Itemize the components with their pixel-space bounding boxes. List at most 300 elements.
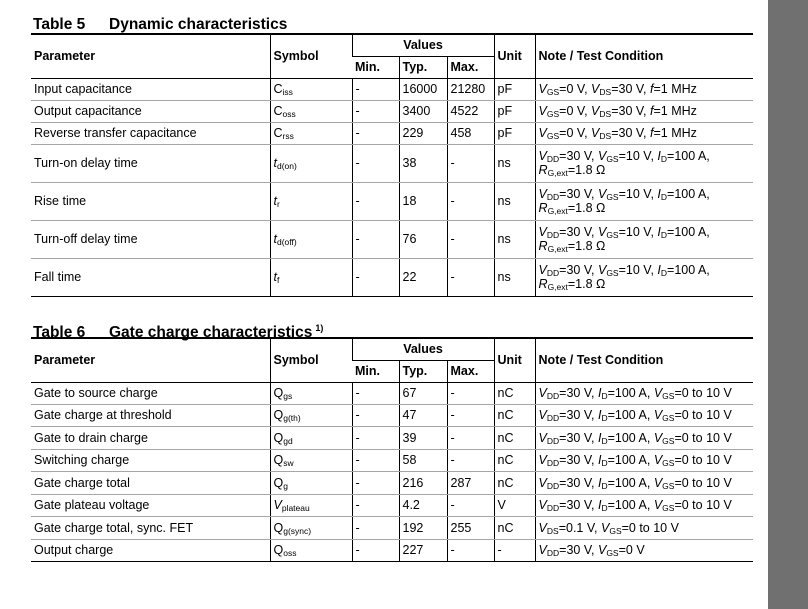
cell-parameter: Gate charge at threshold	[31, 404, 270, 426]
cell-min: -	[352, 494, 399, 516]
col-header-parameter: Parameter	[31, 338, 270, 382]
note-value: =30 V,	[559, 453, 598, 467]
symbol-letter: V	[653, 430, 663, 445]
note-value: =0 V,	[559, 104, 592, 118]
symbol-subscript: G,ext	[547, 206, 568, 216]
symbol-letter: V	[538, 82, 547, 96]
symbol-subscript: DD	[546, 480, 560, 491]
symbol-subscript: gs	[283, 391, 293, 401]
symbol-subscript: d(off)	[276, 237, 297, 247]
table6-number: Table 6	[33, 324, 86, 341]
table-row	[31, 182, 753, 220]
cell-unit: pF	[494, 100, 535, 122]
symbol-subscript: g(sync)	[283, 525, 312, 536]
cell-max: -	[447, 539, 494, 561]
note-value: =100 A,	[667, 149, 710, 163]
cell-parameter: Gate charge total, sync. FET	[31, 516, 270, 539]
cell-max: 255	[447, 516, 494, 539]
symbol-subscript: DS	[599, 109, 612, 119]
symbol-subscript: D	[601, 458, 608, 468]
symbol-letter: I	[597, 386, 602, 400]
symbol-letter: I	[657, 225, 661, 239]
symbol-subscript: D	[601, 503, 608, 513]
col-header-max: Max.	[447, 360, 494, 382]
symbol-letter: V	[597, 225, 607, 239]
table5-dynamic-characteristics	[31, 33, 753, 297]
symbol-subscript: G,ext	[547, 244, 568, 254]
cell-unit: nC	[494, 471, 535, 494]
cell-note	[535, 100, 753, 122]
symbol-letter: Q	[273, 475, 284, 490]
col-header-values: Values	[352, 34, 494, 56]
cell-note	[535, 471, 753, 494]
note-value: =10 V,	[618, 225, 658, 239]
symbol-subscript: DD	[546, 458, 560, 468]
note-value: =100 A,	[607, 498, 654, 512]
cell-unit: nC	[494, 449, 535, 471]
cell-symbol	[270, 258, 352, 296]
symbol-letter: Q	[273, 430, 284, 445]
symbol-subscript: sw	[283, 458, 294, 468]
cell-min: -	[352, 122, 399, 144]
note-value: =30 V,	[559, 149, 598, 163]
cell-unit: pF	[494, 122, 535, 144]
cell-typ: 16000	[399, 78, 447, 100]
cell-typ: 192	[399, 516, 447, 539]
symbol-letter: V	[538, 386, 547, 400]
symbol-letter: V	[538, 430, 547, 445]
table-row	[31, 144, 753, 182]
note-value: =1 MHz	[653, 126, 697, 140]
symbol-subscript: DS	[599, 87, 612, 97]
table-row	[31, 539, 753, 561]
cell-symbol	[270, 471, 352, 494]
symbol-subscript: GS	[606, 192, 619, 202]
symbol-letter: V	[273, 498, 282, 512]
symbol-letter: V	[538, 520, 547, 535]
cell-typ: 58	[399, 449, 447, 471]
symbol-letter: t	[273, 270, 277, 284]
symbol-subscript: r	[276, 199, 280, 209]
cell-note	[535, 220, 753, 258]
symbol-letter: V	[538, 104, 547, 118]
cell-note	[535, 404, 753, 426]
symbol-letter: t	[273, 194, 277, 208]
col-header-typ: Typ.	[399, 360, 447, 382]
symbol-subscript: G,ext	[547, 168, 568, 178]
table-row	[31, 258, 753, 296]
cell-typ: 216	[399, 471, 447, 494]
symbol-letter: V	[538, 187, 547, 201]
symbol-letter: f	[650, 104, 654, 118]
symbol-letter: V	[538, 225, 547, 239]
cell-typ: 76	[399, 220, 447, 258]
note-value: =0 to 10 V	[674, 498, 732, 512]
symbol-subscript: DS	[546, 525, 559, 536]
symbol-letter: Q	[273, 520, 284, 535]
note-value: =30 V,	[559, 386, 598, 400]
table-row	[31, 426, 753, 449]
symbol-subscript: GS	[546, 131, 560, 141]
symbol-subscript: D	[660, 230, 668, 240]
note-value: =30 V,	[611, 104, 650, 118]
table5-number: Table 5	[33, 16, 86, 33]
cell-note	[535, 426, 753, 449]
cell-min: -	[352, 471, 399, 494]
cell-parameter: Output charge	[31, 539, 270, 561]
col-header-min: Min.	[352, 360, 399, 382]
cell-parameter: Fall time	[31, 258, 270, 296]
symbol-letter: V	[653, 408, 663, 422]
cell-typ: 38	[399, 144, 447, 182]
table-row	[31, 449, 753, 471]
cell-max: -	[447, 494, 494, 516]
note-value: =30 V,	[559, 408, 598, 422]
cell-unit: ns	[494, 258, 535, 296]
cell-min: -	[352, 449, 399, 471]
cell-min: -	[352, 144, 399, 182]
cell-typ: 3400	[399, 100, 447, 122]
col-header-unit: Unit	[494, 338, 535, 382]
cell-note	[535, 78, 753, 100]
col-header-unit: Unit	[494, 34, 535, 78]
cell-symbol	[270, 220, 352, 258]
symbol-letter: Q	[273, 408, 284, 422]
cell-symbol	[270, 426, 352, 449]
col-header-symbol: Symbol	[270, 338, 352, 382]
cell-symbol	[270, 122, 352, 144]
col-header-max: Max.	[447, 56, 494, 78]
symbol-letter: V	[653, 453, 663, 467]
symbol-subscript: GS	[609, 525, 622, 536]
symbol-letter: V	[591, 82, 600, 96]
note-value: =1.8 Ω	[567, 163, 606, 177]
symbol-subscript: GS	[606, 154, 619, 164]
symbol-subscript: d(on)	[276, 161, 297, 171]
table-row	[31, 494, 753, 516]
symbol-letter: R	[538, 239, 548, 253]
symbol-letter: V	[538, 149, 547, 163]
col-header-note: Note / Test Condition	[535, 338, 753, 382]
symbol-letter: V	[591, 126, 600, 140]
symbol-subscript: DD	[546, 435, 560, 446]
cell-max: 458	[447, 122, 494, 144]
symbol-subscript: DD	[546, 391, 560, 401]
cell-typ: 4.2	[399, 494, 447, 516]
cell-unit: ns	[494, 220, 535, 258]
symbol-letter: I	[657, 149, 661, 163]
note-value: =100 A,	[607, 475, 654, 490]
cell-max: -	[447, 404, 494, 426]
note-value: =1.8 Ω	[567, 239, 606, 253]
cell-parameter: Rise time	[31, 182, 270, 220]
table-row	[31, 382, 753, 404]
cell-note	[535, 539, 753, 561]
cell-min: -	[352, 258, 399, 296]
symbol-subscript: DD	[546, 503, 560, 513]
note-value: =0 to 10 V	[674, 475, 732, 490]
cell-typ: 22	[399, 258, 447, 296]
cell-max: 21280	[447, 78, 494, 100]
symbol-subscript: D	[601, 480, 608, 491]
cell-note	[535, 182, 753, 220]
cell-unit: V	[494, 494, 535, 516]
col-header-symbol: Symbol	[270, 34, 352, 78]
symbol-subscript: GS	[606, 230, 619, 240]
cell-note	[535, 258, 753, 296]
symbol-subscript: DD	[546, 268, 560, 278]
symbol-letter: V	[538, 498, 547, 512]
cell-note	[535, 382, 753, 404]
table-row	[31, 122, 753, 144]
cell-note	[535, 494, 753, 516]
note-value: =10 V,	[618, 187, 658, 201]
symbol-subscript: D	[660, 192, 668, 202]
cell-symbol	[270, 78, 352, 100]
symbol-subscript: g	[283, 480, 288, 491]
note-value: =100 A,	[667, 225, 710, 239]
cell-note	[535, 122, 753, 144]
symbol-subscript: oss	[283, 548, 297, 558]
note-value: =0 V	[618, 543, 645, 557]
symbol-letter: I	[597, 453, 602, 467]
symbol-subscript: GS	[546, 109, 560, 119]
cell-symbol	[270, 182, 352, 220]
cell-max: -	[447, 426, 494, 449]
symbol-letter: V	[597, 263, 607, 277]
cell-symbol	[270, 449, 352, 471]
cell-parameter: Turn-on delay time	[31, 144, 270, 182]
symbol-letter: I	[597, 408, 602, 422]
note-value: =100 A,	[607, 408, 654, 422]
note-value: =0 V,	[559, 126, 592, 140]
cell-symbol	[270, 382, 352, 404]
cell-max: 287	[447, 471, 494, 494]
note-value: =0 V,	[559, 82, 592, 96]
symbol-subscript: DD	[546, 230, 560, 240]
cell-note	[535, 144, 753, 182]
symbol-letter: V	[538, 408, 547, 422]
symbol-letter: V	[600, 520, 610, 535]
note-value: =1.8 Ω	[567, 277, 606, 291]
symbol-subscript: DD	[546, 413, 560, 423]
symbol-letter: R	[538, 277, 548, 291]
symbol-subscript: D	[601, 413, 608, 423]
symbol-letter: I	[597, 475, 602, 490]
cell-min: -	[352, 182, 399, 220]
note-value: =100 A,	[667, 187, 710, 201]
table5-title	[33, 16, 287, 34]
col-header-note: Note / Test Condition	[535, 34, 753, 78]
cell-max: -	[447, 258, 494, 296]
symbol-subscript: D	[660, 268, 668, 278]
symbol-subscript: f	[276, 275, 280, 285]
cell-unit: nC	[494, 516, 535, 539]
symbol-subscript: rss	[282, 131, 294, 141]
cell-unit: -	[494, 539, 535, 561]
note-value: =0.1 V,	[558, 520, 601, 535]
note-value: =0 to 10 V	[674, 453, 732, 467]
note-value: =30 V,	[559, 475, 598, 490]
symbol-letter: V	[653, 498, 663, 512]
cell-parameter: Output capacitance	[31, 100, 270, 122]
cell-symbol	[270, 404, 352, 426]
cell-symbol	[270, 100, 352, 122]
symbol-subscript: iss	[282, 87, 293, 97]
cell-note	[535, 516, 753, 539]
note-value: =100 A,	[607, 386, 654, 400]
note-value: =100 A,	[667, 263, 710, 277]
symbol-subscript: GS	[662, 503, 675, 513]
symbol-subscript: DD	[546, 192, 560, 202]
symbol-subscript: G,ext	[547, 282, 568, 292]
symbol-subscript: gd	[283, 435, 293, 446]
cell-max: -	[447, 182, 494, 220]
symbol-letter: C	[273, 104, 283, 118]
cell-parameter: Gate charge total	[31, 471, 270, 494]
note-value: =30 V,	[611, 82, 650, 96]
cell-min: -	[352, 516, 399, 539]
symbol-letter: V	[597, 187, 607, 201]
cell-note	[535, 449, 753, 471]
cell-typ: 39	[399, 426, 447, 449]
col-header-values: Values	[352, 338, 494, 360]
symbol-subscript: D	[601, 391, 608, 401]
symbol-letter: Q	[273, 453, 284, 467]
cell-symbol	[270, 494, 352, 516]
symbol-subscript: g(th)	[283, 413, 301, 423]
cell-max: -	[447, 144, 494, 182]
symbol-letter: V	[591, 104, 600, 118]
symbol-letter: V	[597, 543, 607, 557]
symbol-subscript: GS	[662, 480, 675, 491]
symbol-letter: C	[273, 126, 283, 140]
symbol-subscript: oss	[282, 109, 296, 119]
cell-min: -	[352, 382, 399, 404]
cell-typ: 229	[399, 122, 447, 144]
symbol-subscript: GS	[662, 435, 675, 446]
cell-min: -	[352, 426, 399, 449]
note-value: =1.8 Ω	[567, 201, 606, 215]
cell-parameter: Reverse transfer capacitance	[31, 122, 270, 144]
note-value: =100 A,	[607, 430, 654, 445]
table6-gate-charge-characteristics	[31, 337, 753, 562]
table-row	[31, 220, 753, 258]
cell-typ: 67	[399, 382, 447, 404]
cell-max: 4522	[447, 100, 494, 122]
col-header-parameter: Parameter	[31, 34, 270, 78]
cell-typ: 227	[399, 539, 447, 561]
cell-min: -	[352, 78, 399, 100]
cell-parameter: Gate to source charge	[31, 382, 270, 404]
symbol-subscript: GS	[662, 458, 675, 468]
symbol-letter: R	[538, 163, 548, 177]
symbol-letter: V	[538, 543, 547, 557]
cell-max: -	[447, 220, 494, 258]
cell-symbol	[270, 516, 352, 539]
table5-title-text: Dynamic characteristics	[109, 16, 288, 33]
cell-parameter: Turn-off delay time	[31, 220, 270, 258]
symbol-letter: V	[538, 453, 547, 467]
cell-symbol	[270, 539, 352, 561]
cell-unit: nC	[494, 382, 535, 404]
symbol-letter: Q	[273, 543, 284, 557]
table-row	[31, 404, 753, 426]
cell-typ: 47	[399, 404, 447, 426]
note-value: =30 V,	[559, 225, 598, 239]
note-value: =10 V,	[618, 263, 658, 277]
cell-parameter: Switching charge	[31, 449, 270, 471]
symbol-letter: Q	[273, 386, 284, 400]
symbol-subscript: GS	[662, 413, 675, 423]
symbol-letter: I	[657, 263, 661, 277]
page-side-bar	[768, 0, 808, 609]
symbol-letter: V	[653, 386, 663, 400]
table6-title-text: Gate charge characteristics	[109, 324, 313, 341]
symbol-subscript: D	[660, 154, 668, 164]
cell-max: -	[447, 382, 494, 404]
cell-unit: nC	[494, 426, 535, 449]
note-value: =30 V,	[559, 543, 598, 557]
cell-unit: ns	[494, 182, 535, 220]
table-row	[31, 471, 753, 494]
cell-max: -	[447, 449, 494, 471]
symbol-letter: R	[538, 201, 548, 215]
footnote-mark: 1)	[315, 323, 324, 333]
symbol-letter: I	[597, 430, 602, 445]
table-row	[31, 100, 753, 122]
cell-symbol	[270, 144, 352, 182]
symbol-letter: V	[538, 475, 547, 490]
symbol-letter: t	[273, 232, 277, 246]
symbol-letter: I	[657, 187, 661, 201]
symbol-subscript: GS	[546, 87, 560, 97]
cell-unit: ns	[494, 144, 535, 182]
col-header-min: Min.	[352, 56, 399, 78]
note-value: =100 A,	[607, 453, 654, 467]
cell-parameter: Gate to drain charge	[31, 426, 270, 449]
symbol-letter: V	[653, 475, 663, 490]
symbol-letter: V	[597, 149, 607, 163]
cell-min: -	[352, 220, 399, 258]
symbol-letter: V	[538, 263, 547, 277]
note-value: =30 V,	[559, 263, 598, 277]
note-value: =0 to 10 V	[674, 408, 732, 422]
symbol-subscript: D	[601, 435, 608, 446]
symbol-letter: f	[650, 126, 654, 140]
symbol-letter: I	[597, 498, 602, 512]
symbol-letter: f	[650, 82, 654, 96]
note-value: =0 to 10 V	[674, 430, 732, 445]
note-value: =30 V,	[559, 430, 598, 445]
cell-parameter: Gate plateau voltage	[31, 494, 270, 516]
table-row	[31, 516, 753, 539]
cell-min: -	[352, 539, 399, 561]
note-value: =30 V,	[559, 187, 598, 201]
note-value: =10 V,	[618, 149, 658, 163]
symbol-subscript: GS	[606, 548, 619, 558]
note-value: =0 to 10 V	[621, 520, 679, 535]
cell-parameter: Input capacitance	[31, 78, 270, 100]
symbol-subscript: DS	[599, 131, 612, 141]
note-value: =30 V,	[559, 498, 598, 512]
symbol-subscript: GS	[606, 268, 619, 278]
table-row	[31, 78, 753, 100]
note-value: =30 V,	[611, 126, 650, 140]
symbol-letter: t	[273, 156, 277, 170]
cell-unit: pF	[494, 78, 535, 100]
note-value: =1 MHz	[653, 104, 697, 118]
